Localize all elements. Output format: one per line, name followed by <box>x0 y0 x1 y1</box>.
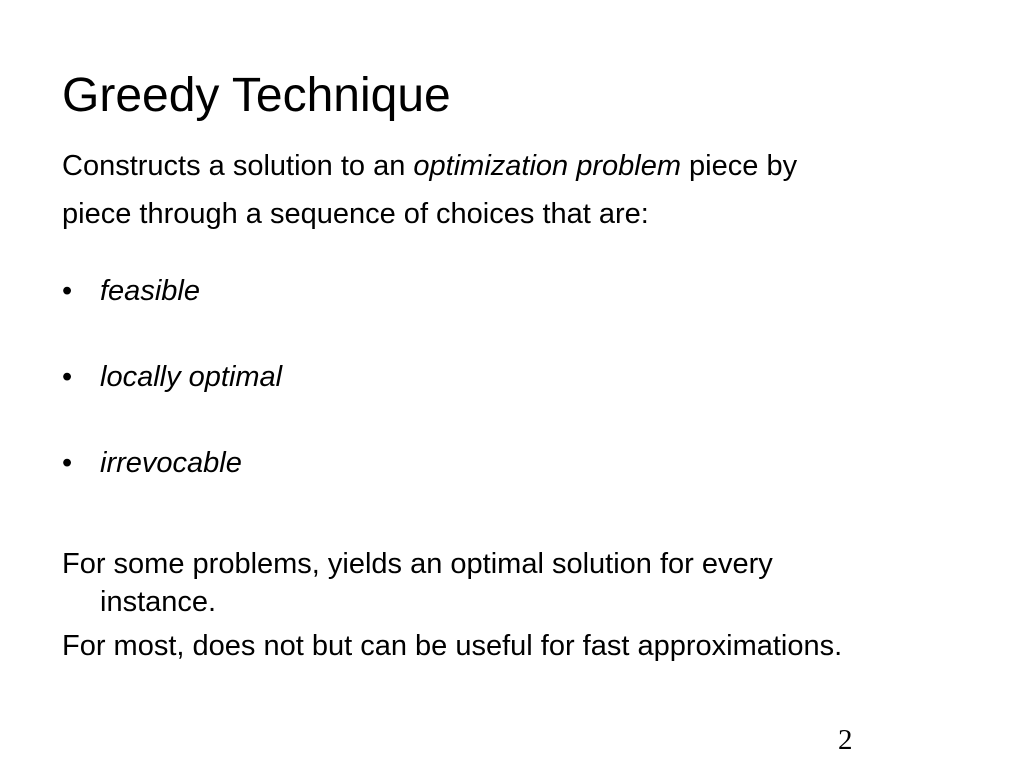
bullet-text-feasible: feasible <box>100 275 200 307</box>
paragraph-1-line-2: instance. <box>100 586 217 618</box>
bullet-dot-icon: • <box>62 361 73 393</box>
slide-title: Greedy Technique <box>62 69 451 122</box>
bullet-text-locally-optimal: locally optimal <box>100 361 283 393</box>
intro-line-1 <box>62 142 1012 190</box>
intro-text <box>62 142 1012 238</box>
intro-line-1-end: piece by <box>681 150 798 182</box>
bullet-text-irrevocable: irrevocable <box>100 447 242 479</box>
paragraph-2-line-1: For most, does not but can be useful for fast approximations. <box>62 630 843 662</box>
bullet-dot-icon: • <box>62 447 73 479</box>
paragraph-approximations <box>62 627 1012 665</box>
intro-line-1-start: Constructs a solution to an <box>62 150 414 182</box>
bullet-dot-icon: • <box>62 275 73 307</box>
page-number: 2 <box>838 724 853 756</box>
intro-line-2: piece through a sequence of choices that are: <box>62 198 649 230</box>
paragraph-1-line-1: For some problems, yields an optimal solution for every <box>62 548 773 580</box>
paragraph-optimal-solution <box>62 545 1012 621</box>
intro-emphasis: optimization problem <box>413 150 681 182</box>
